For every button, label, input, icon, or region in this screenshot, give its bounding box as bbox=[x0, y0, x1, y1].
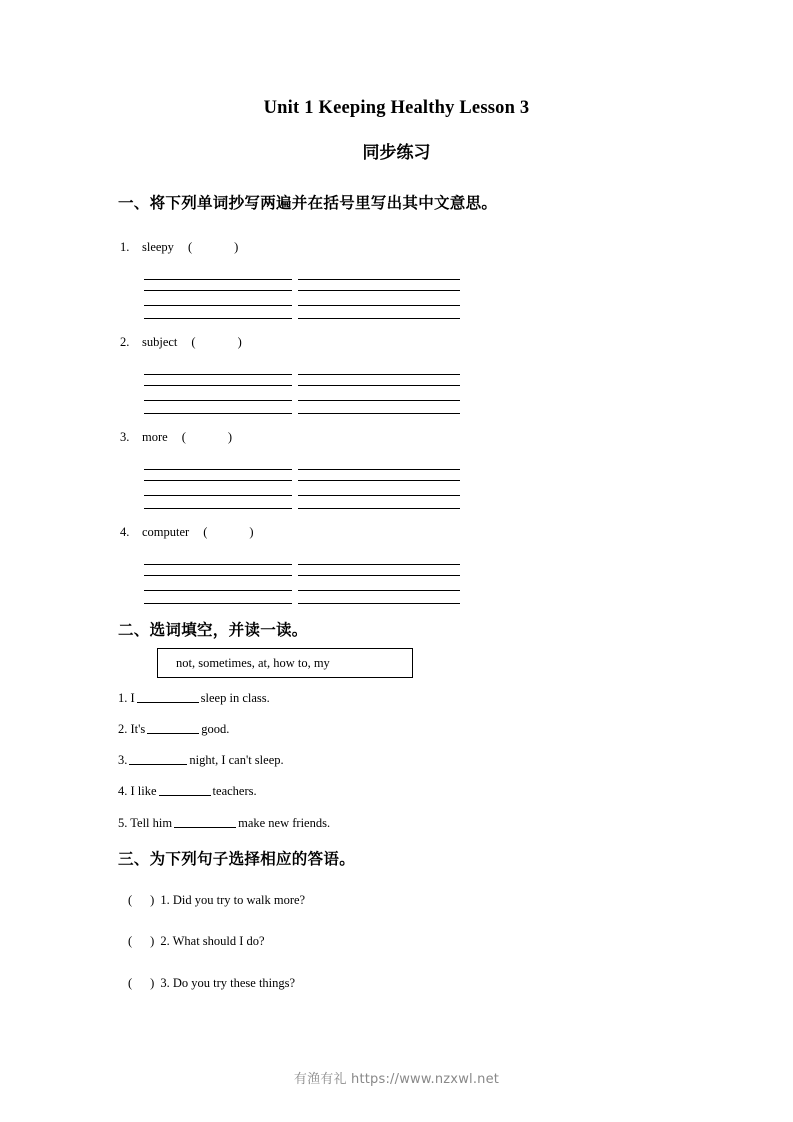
answer-blank[interactable] bbox=[159, 783, 211, 796]
paren-open: ( bbox=[191, 335, 196, 349]
vocab-word: computer bbox=[142, 525, 190, 539]
rule-line bbox=[298, 564, 460, 565]
vocab-meaning-parenthesis bbox=[182, 430, 232, 445]
vocab-meaning-parenthesis bbox=[203, 525, 253, 540]
question-text: 1. Did you try to walk more? bbox=[160, 893, 306, 907]
rule-line bbox=[144, 590, 292, 591]
penmanship-column-left[interactable] bbox=[144, 276, 292, 322]
rule-line bbox=[298, 318, 460, 319]
vocab-number: 3. bbox=[120, 430, 130, 444]
penmanship-column-left[interactable] bbox=[144, 561, 292, 607]
vocab-number: 1. bbox=[120, 240, 130, 254]
matching-question bbox=[128, 893, 305, 908]
paren-open: ( bbox=[187, 240, 193, 254]
penmanship-column-left[interactable] bbox=[144, 466, 292, 512]
rule-line bbox=[298, 279, 460, 280]
answer-parenthesis[interactable] bbox=[128, 934, 154, 949]
paren-close: ) bbox=[150, 934, 155, 948]
penmanship-lines-block[interactable] bbox=[144, 371, 460, 417]
paren-close: ) bbox=[249, 525, 254, 539]
rule-line bbox=[298, 290, 460, 291]
rule-line bbox=[144, 374, 292, 375]
fill-in-blank-sentence bbox=[118, 815, 330, 831]
rule-line bbox=[144, 495, 292, 496]
vocab-number: 2. bbox=[120, 335, 130, 349]
sentence-lead: 3. bbox=[118, 753, 128, 767]
answer-blank[interactable] bbox=[147, 721, 199, 734]
sentence-lead: 4. I like bbox=[118, 784, 157, 798]
vocab-word: subject bbox=[142, 335, 178, 349]
sentence-tail: make new friends. bbox=[238, 816, 331, 830]
fill-in-blank-sentence bbox=[118, 783, 257, 799]
answer-parenthesis[interactable] bbox=[128, 893, 154, 908]
vocab-meaning-parenthesis bbox=[191, 335, 241, 350]
matching-question bbox=[128, 934, 265, 949]
vocab-item bbox=[120, 335, 242, 350]
vocab-word: more bbox=[142, 430, 168, 444]
sentence-tail: night, I can't sleep. bbox=[189, 753, 284, 767]
vocab-item bbox=[120, 525, 254, 540]
rule-line bbox=[144, 400, 292, 401]
penmanship-column-right[interactable] bbox=[298, 466, 460, 512]
fill-in-blank-sentence bbox=[118, 721, 229, 737]
rule-line bbox=[298, 374, 460, 375]
paren-open: ( bbox=[203, 525, 208, 539]
paren-open: ( bbox=[128, 893, 133, 907]
rule-line bbox=[144, 575, 292, 576]
rule-line bbox=[144, 413, 292, 414]
penmanship-column-right[interactable] bbox=[298, 561, 460, 607]
rule-line bbox=[298, 385, 460, 386]
section-1-heading: 一、将下列单词抄写两遍并在括号里写出其中文意思。 bbox=[118, 194, 498, 212]
sentence-lead: 5. Tell him bbox=[118, 816, 173, 830]
question-text: 3. Do you try these things? bbox=[160, 976, 296, 990]
rule-line bbox=[298, 400, 460, 401]
paren-open: ( bbox=[128, 976, 133, 990]
section-3-heading: 三、为下列句子选择相应的答语。 bbox=[118, 850, 356, 868]
footer-watermark bbox=[0, 1068, 793, 1087]
page-title: Unit 1 Keeping Healthy Lesson 3 bbox=[263, 98, 530, 118]
answer-parenthesis[interactable] bbox=[128, 976, 154, 991]
rule-line bbox=[298, 603, 460, 604]
sentence-tail: good. bbox=[201, 722, 230, 736]
rule-line bbox=[298, 590, 460, 591]
section-2-heading: 二、选词填空，并读一读。 bbox=[118, 621, 308, 639]
penmanship-column-left[interactable] bbox=[144, 371, 292, 417]
word-bank-text: not, sometimes, at, how to, my bbox=[176, 655, 330, 670]
sentence-tail: sleep in class. bbox=[200, 691, 270, 705]
penmanship-lines-block[interactable] bbox=[144, 466, 460, 512]
penmanship-lines-block[interactable] bbox=[144, 561, 460, 607]
rule-line bbox=[144, 318, 292, 319]
rule-line bbox=[144, 385, 292, 386]
paren-open: ( bbox=[128, 934, 133, 948]
matching-question bbox=[128, 976, 295, 991]
question-text: 2. What should I do? bbox=[160, 934, 265, 948]
paren-close: ) bbox=[237, 335, 242, 349]
rule-line bbox=[298, 413, 460, 414]
rule-line bbox=[298, 469, 460, 470]
rule-line bbox=[144, 290, 292, 291]
sentence-tail: teachers. bbox=[212, 784, 257, 798]
answer-blank[interactable] bbox=[174, 815, 236, 828]
footer-text: 有渔有礼 https://www.nzxwl.net bbox=[293, 1072, 500, 1087]
vocab-number: 4. bbox=[120, 525, 130, 539]
fill-in-blank-sentence bbox=[118, 752, 284, 768]
paren-close: ) bbox=[234, 240, 239, 254]
rule-line bbox=[144, 480, 292, 481]
penmanship-lines-block[interactable] bbox=[144, 276, 460, 322]
rule-line bbox=[144, 603, 292, 604]
paren-open: ( bbox=[181, 430, 186, 444]
paren-close: ) bbox=[227, 430, 233, 444]
vocab-item bbox=[120, 430, 232, 445]
answer-blank[interactable] bbox=[137, 690, 199, 703]
rule-line bbox=[144, 305, 292, 306]
rule-line bbox=[298, 575, 460, 576]
rule-line bbox=[144, 508, 292, 509]
rule-line bbox=[144, 469, 292, 470]
sentence-lead: 1. I bbox=[118, 691, 135, 705]
word-bank-box bbox=[157, 648, 413, 678]
rule-line bbox=[298, 508, 460, 509]
rule-line bbox=[298, 480, 460, 481]
rule-line bbox=[144, 564, 292, 565]
rule-line bbox=[298, 495, 460, 496]
paren-close: ) bbox=[150, 893, 155, 907]
penmanship-column-right[interactable] bbox=[298, 371, 460, 417]
vocab-item bbox=[120, 240, 238, 255]
fill-in-blank-sentence bbox=[118, 690, 270, 706]
vocab-word: sleepy bbox=[142, 240, 174, 254]
penmanship-column-right[interactable] bbox=[298, 276, 460, 322]
answer-blank[interactable] bbox=[129, 752, 187, 765]
page-subtitle: 同步练习 bbox=[362, 143, 431, 163]
paren-close: ) bbox=[150, 976, 155, 990]
rule-line bbox=[298, 305, 460, 306]
sentence-lead: 2. It's bbox=[118, 722, 146, 736]
vocab-meaning-parenthesis bbox=[188, 240, 238, 255]
rule-line bbox=[144, 279, 292, 280]
